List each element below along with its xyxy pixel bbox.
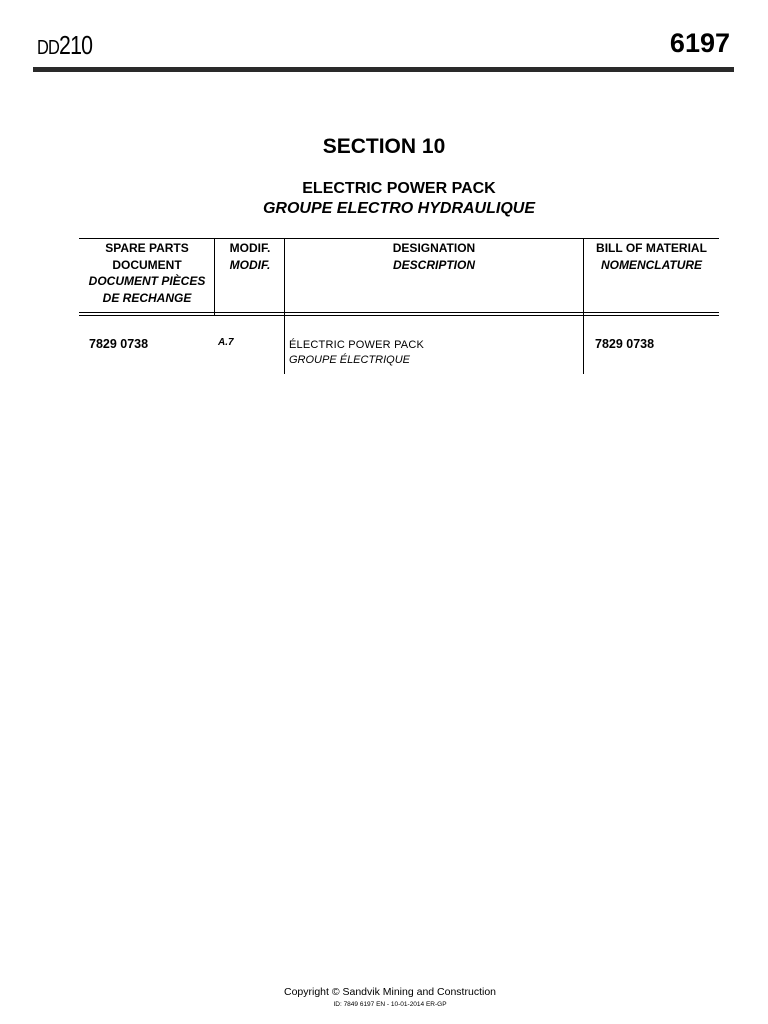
header-designation-en: DESIGNATION xyxy=(392,241,476,255)
header-designation-fr: DESCRIPTION xyxy=(392,257,475,272)
header-spare-parts xyxy=(79,240,215,306)
footer-copyright: Copyright © Sandvik Mining and Construction xyxy=(283,986,496,998)
header-bill-of-material xyxy=(584,240,719,273)
document-number: 6197 xyxy=(669,28,730,58)
row-bill-of-material: 7829 0738 xyxy=(595,337,655,351)
footer-id: ID: 7849 6197 EN - 10-01-2014 ER-GP xyxy=(333,1001,447,1008)
header-spare-parts-en-1: SPARE PARTS xyxy=(105,241,189,255)
header-spare-parts-en-2: DOCUMENT xyxy=(112,257,182,272)
header-modif-fr: MODIF. xyxy=(229,257,271,272)
section-subtitle-fr: GROUPE ELECTRO HYDRAULIQUE xyxy=(262,200,535,217)
header-spare-parts-fr-1: DOCUMENT PIÈCES xyxy=(88,274,206,288)
row-spare-parts-doc: 7829 0738 xyxy=(89,337,149,351)
section-title: SECTION 10 xyxy=(322,135,446,158)
header-modif xyxy=(215,240,285,273)
model-designation xyxy=(37,30,92,61)
header-modif-en: MODIF. xyxy=(229,241,271,255)
table-top-rule xyxy=(79,238,719,239)
header-designation xyxy=(285,240,583,273)
header-bom-fr: NOMENCLATURE xyxy=(600,257,703,272)
row-designation-fr: GROUPE ÉLECTRIQUE xyxy=(289,354,411,366)
parts-table xyxy=(79,238,719,374)
header-bom-en: BILL OF MATERIAL xyxy=(596,241,707,255)
model-prefix: DD xyxy=(37,37,60,59)
header-spare-parts-fr-2: DE RECHANGE xyxy=(102,290,192,305)
table-header-rule-2 xyxy=(79,315,719,316)
row-designation-en: ÉLECTRIC POWER PACK xyxy=(289,339,425,351)
table-header-rule-1 xyxy=(79,312,719,313)
row-modif: A.7 xyxy=(218,337,234,348)
section-subtitle-en: ELECTRIC POWER PACK xyxy=(302,180,496,197)
header-rule xyxy=(33,67,734,72)
model-number: 210 xyxy=(59,30,93,60)
